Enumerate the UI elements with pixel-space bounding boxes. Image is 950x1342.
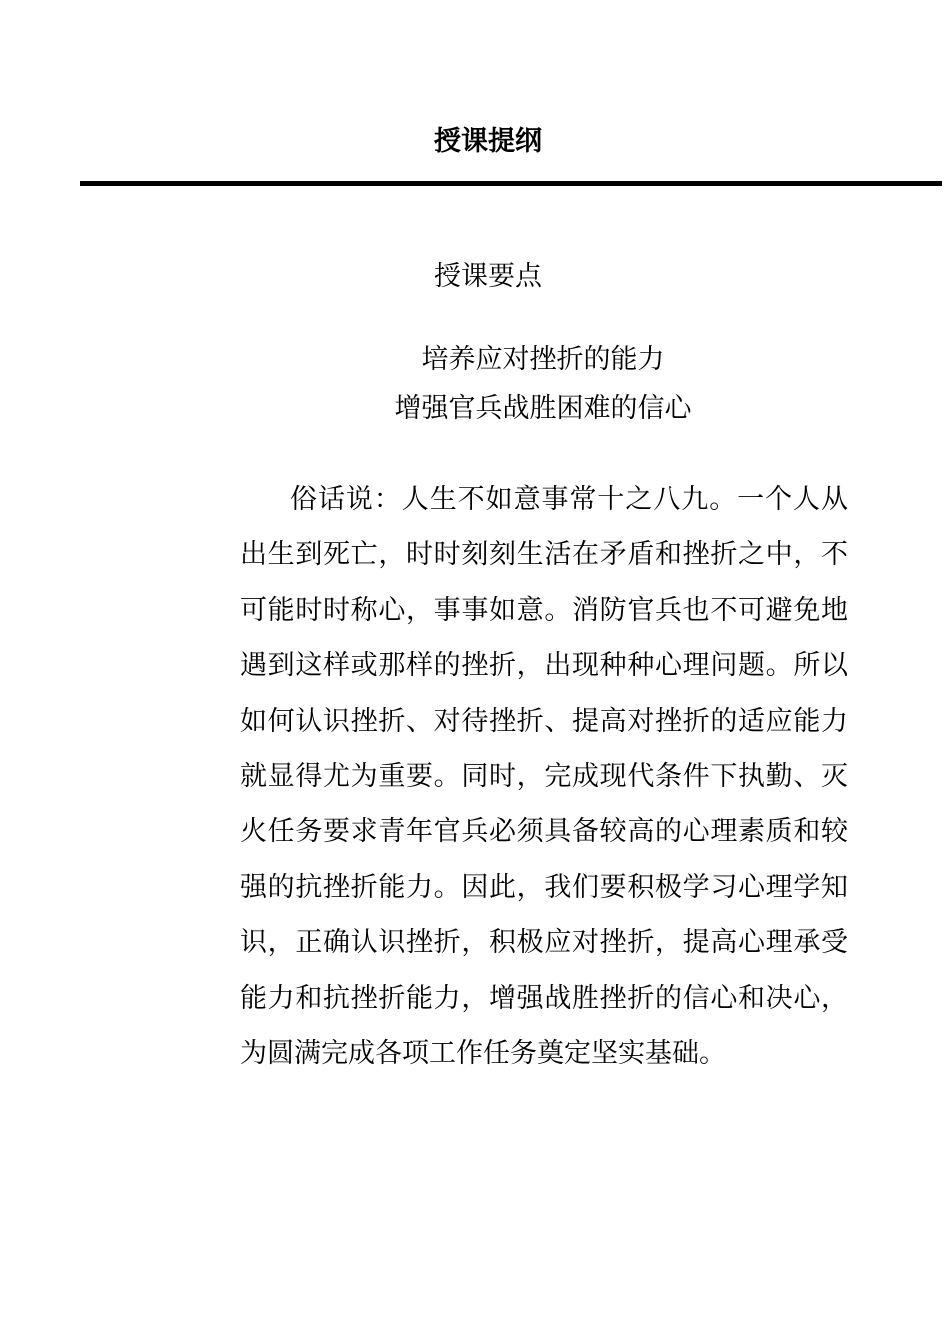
section-heading: 授课要点 bbox=[434, 261, 542, 292]
goal-line-2: 增强官兵战胜困难的信心 bbox=[394, 393, 692, 424]
page-title: 授课提纲 bbox=[434, 126, 542, 157]
goal-line-1: 培养应对挫折的能力 bbox=[421, 344, 665, 375]
body-paragraph: 俗话说：人生不如意事常十之八九。一个人从出生到死亡，时时刻刻生活在矛盾和挫折之中，不可能时时称心，事事如意。消防官兵也不可避免地遇到这样或那样的挫折，出现种种心理问题。所以如何认识挫折、对待挫折、提高对挫折的适应能力就显得尤为重要。同时，完成现代条件下执勤、灭火任务要求青年官兵必须具备较高的心理素质和较强的抗挫折能力。因此，我们要积极学习心理学知识，正确认识挫折，积极应对挫折，提高心理承受能力和抗挫折能力，增强战胜挫折的信心和决心，为圆满完成各项工作任务奠定坚实基础。 bbox=[240, 484, 848, 1070]
title-divider bbox=[80, 181, 942, 186]
